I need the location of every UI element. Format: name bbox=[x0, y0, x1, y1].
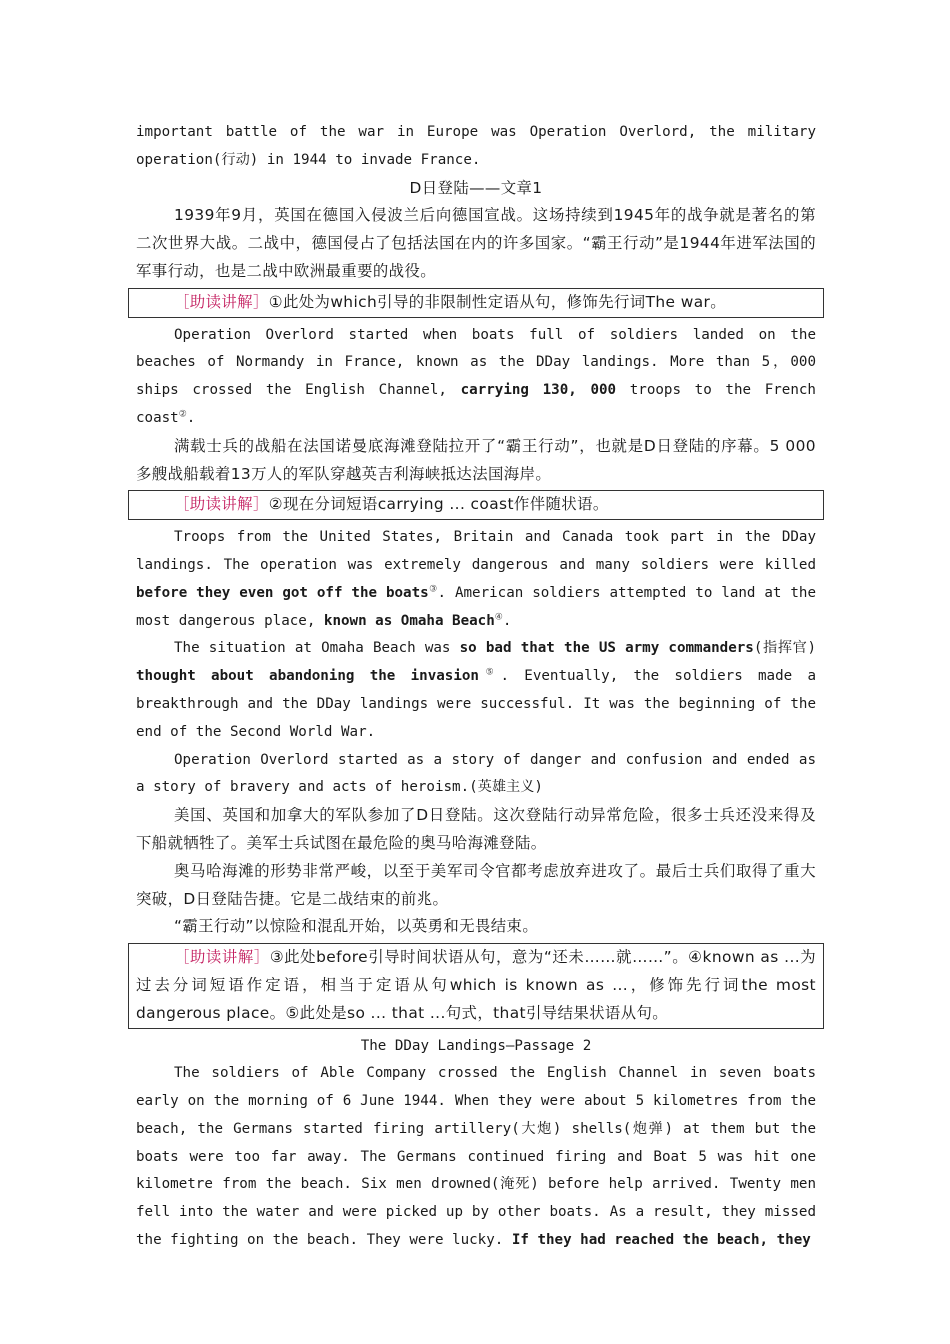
text: troops to the French coast bbox=[136, 382, 816, 426]
note-tag: ［助读讲解］ bbox=[174, 292, 269, 311]
translation-paragraph-5: “霸王行动”以惊险和混乱开始，以英勇和无畏结束。 bbox=[174, 917, 539, 936]
translation-paragraph-1: 1939年9月，英国在德国入侵波兰后向德国宣战。这场持续到1945年的战争就是著名的第二次世界大战。二战中，德国侵占了包括法国在内的许多国家。“霸王行动”是1944年进军法国的军事行动，也是二战中欧洲最重要的战役。 bbox=[136, 206, 816, 280]
reading-note-3 bbox=[128, 943, 824, 1028]
text: . bbox=[502, 612, 512, 629]
text: Troops from the United States, Britain and Canada took part in the DDay landings. The operation was extremely dangerous and many soldiers were killed bbox=[136, 529, 816, 573]
note-text: ②现在分词短语carrying ... coast作伴随状语。 bbox=[268, 495, 609, 514]
highlight-phrase: so bad that the US army commanders bbox=[459, 640, 754, 657]
text: The situation at Omaha Beach was bbox=[174, 640, 460, 657]
highlight-phrase: known as Omaha Beach bbox=[323, 612, 495, 629]
note-text: ①此处为which引导的非限制性定语从句，修饰先行词The war。 bbox=[268, 292, 727, 311]
highlight-phrase: If they had reached the beach, they bbox=[511, 1232, 811, 1249]
paragraph-intro-continued bbox=[136, 119, 816, 175]
reading-note-1 bbox=[128, 288, 824, 318]
note-tag: ［助读讲解］ bbox=[174, 948, 270, 967]
paragraph-troops bbox=[136, 524, 816, 635]
highlight-phrase: thought about abandoning the invasion bbox=[136, 668, 479, 685]
highlight-phrase: carrying 130, 000 bbox=[460, 382, 617, 399]
text: (指挥官) bbox=[753, 640, 816, 657]
text: . bbox=[186, 409, 196, 426]
text: important battle of the war in Europe was Operation Overlord, the military operation(行动) in 1944 to invade France. bbox=[136, 124, 816, 168]
paragraph-able-company bbox=[136, 1060, 816, 1255]
heading-passage-1: D日登陆——文章1 bbox=[409, 178, 543, 197]
text: The soldiers of Able Company crossed the English Channel in seven boats early on the morning of 6 June 1944. When they were about 5 kilometres from the beach, the Germans started firing artillery(大炮) shells(炮弹) at them but the boats were too far away. The Germans continued firing and Boat 5 was hit one kilometre from the beach. Six men drowned(淹死) before help arrived. Twenty men fell into the water and were picked up by other boats. As a result, they missed the fighting on the beach. They were lucky. bbox=[136, 1065, 816, 1249]
translation-paragraph-2: 满载士兵的战船在法国诺曼底海滩登陆拉开了“霸王行动”，也就是D日登陆的序幕。5 000多艘战船载着13万人的军队穿越英吉利海峡抵达法国海岸。 bbox=[136, 436, 816, 483]
translation-paragraph-3: 美国、英国和加拿大的军队参加了D日登陆。这次登陆行动异常危险，很多士兵还没来得及下船就牺牲了。美军士兵试图在最危险的奥马哈海滩登陆。 bbox=[136, 806, 816, 852]
heading-passage-2: The DDay Landings—Passage 2 bbox=[360, 1037, 592, 1054]
footnote-mark: ④ bbox=[494, 611, 503, 622]
footnote-mark: ③ bbox=[428, 584, 438, 595]
note-text: ③此处before引导时间状语从句，意为“还未……就……”。④known as ...为过去分词短语作定语，相当于定语从句which is known as ...，修饰先行词the most dangerous place。⑤此处是so ... that ...句式，that引导结果状语从句。 bbox=[136, 948, 816, 1022]
translation-paragraph-4: 奥马哈海滩的形势非常严峻，以至于美军司令官都考虑放弃进攻了。最后士兵们取得了重大突破，D日登陆告捷。它是二战结束的前兆。 bbox=[136, 861, 816, 908]
note-tag: ［助读讲解］ bbox=[174, 495, 269, 514]
paragraph-operation-overlord bbox=[136, 322, 816, 433]
text: Operation Overlord started when boats full of soldiers landed on the beaches of Normandy in France, known as the DDay landings. More than 5，000 ships crossed the English Channel, bbox=[136, 326, 816, 399]
paragraph-omaha-beach bbox=[136, 635, 816, 746]
paragraph-heroism: Operation Overlord started as a story of danger and confusion and ended as a story of bravery and acts of heroism.(英雄主义) bbox=[136, 751, 816, 796]
text-column bbox=[136, 119, 816, 1255]
footnote-mark: ② bbox=[178, 409, 187, 420]
text: . American soldiers attempted to land at the most dangerous place, bbox=[136, 584, 816, 629]
footnote-mark: ⑤ bbox=[478, 667, 501, 678]
highlight-phrase: before they even got off the boats bbox=[136, 584, 429, 601]
text: . Eventually, the soldiers made a breakthrough and the DDay landings were successful. It was the beginning of the end of the Second World War. bbox=[136, 668, 816, 740]
reading-note-2 bbox=[128, 490, 824, 520]
